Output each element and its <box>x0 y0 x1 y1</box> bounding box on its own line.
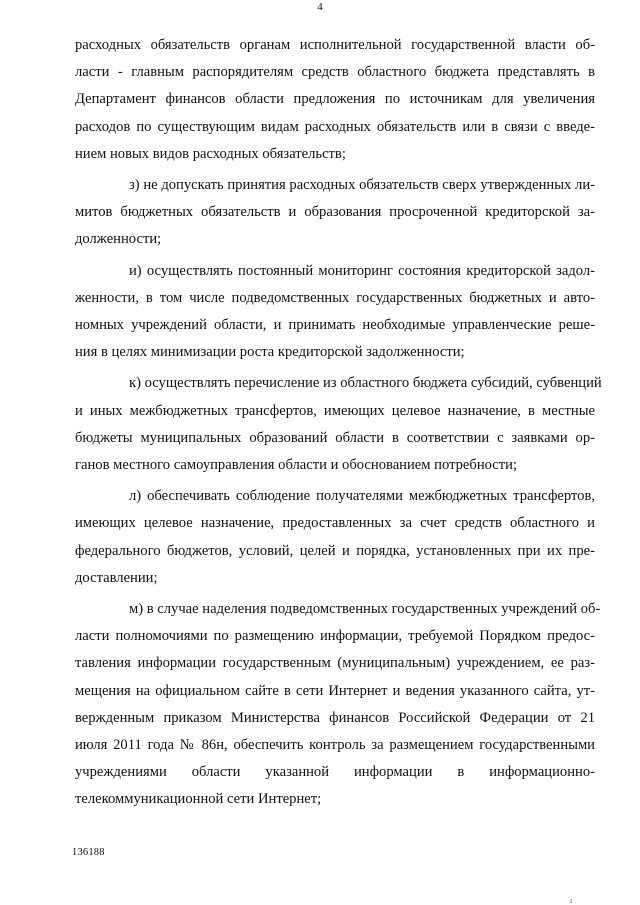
text-line: мещения на официальном сайте в сети Интернет и ведения указанного сайта, ут- <box>75 682 595 699</box>
paragraph <box>75 258 595 367</box>
text-line: ласти - главным распорядителям средств областного бюджета представлять в <box>75 64 595 81</box>
paragraph <box>75 32 595 168</box>
text-line: ласти полномочиями по размещению информации, требуемой Порядком предос- <box>75 628 595 645</box>
text-line: июля 2011 года № 86н, обеспечить контроль за размещением государственными <box>75 737 595 754</box>
text-line: женности, в том числе подведомственных государственных бюджетных и авто- <box>75 289 595 306</box>
text-line: бюджеты муниципальных образований области в соответствии с заявками ор- <box>75 429 595 446</box>
text-line: учреждениями области указанной информации в информационно- <box>75 764 595 781</box>
text-line: доставлении; <box>75 569 158 586</box>
text-line: м) в случае наделения подведомственных государственных учреждений об- <box>129 601 601 618</box>
text-line: вержденным приказом Министерства финансов Российской Федерации от 21 <box>75 709 595 726</box>
text-line: л) обеспечивать соблюдение получателями межбюджетных трансфертов, <box>129 488 595 505</box>
document-body <box>75 32 602 818</box>
text-line: расходов по существующим видам расходных обязательств или в связи с введе- <box>75 118 595 135</box>
paragraph <box>75 370 602 479</box>
text-line: Департамент финансов области предложения по источникам для увеличения <box>75 91 595 108</box>
text-line: и) осуществлять постоянный мониторинг состояния кредиторской задол- <box>129 262 595 279</box>
text-line: телекоммуникационной сети Интернет; <box>75 791 322 808</box>
document-code: 136188 <box>72 847 105 858</box>
page-number: 4 <box>317 1 323 13</box>
text-line: номных учреждений области, и принимать необходимые управленческие реше- <box>75 317 595 334</box>
paragraph <box>75 172 595 254</box>
text-line: ния в целях минимизации роста кредиторской задолженности; <box>75 344 465 361</box>
text-line: ганов местного самоуправления области и обоснованием потребности; <box>75 457 518 474</box>
paragraph <box>75 483 595 592</box>
text-line: к) осуществлять перечисление из областного бюджета субсидий, субвенций <box>129 375 602 392</box>
text-line: долженности; <box>75 231 162 248</box>
text-line: митов бюджетных обязательств и образования просроченной кредиторской за- <box>75 204 595 221</box>
text-line: и иных межбюджетных трансфертов, имеющих целевое назначение, в местные <box>75 402 595 419</box>
text-line: расходных обязательств органам исполнительной государственной власти об- <box>75 37 595 53</box>
text-line: имеющих целевое назначение, предоставленных за счет средств областного и <box>75 515 595 532</box>
paragraph <box>75 596 601 814</box>
scan-mark: ı <box>570 896 573 905</box>
text-line: федерального бюджетов, условий, целей и порядка, установленных при их пре- <box>75 542 595 559</box>
text-line: нием новых видов расходных обязательств; <box>75 145 346 162</box>
text-line: тавления информации государственным (муниципальным) учреждением, ее раз- <box>75 655 595 672</box>
text-line: з) не допускать принятия расходных обязательств сверх утвержденных ли- <box>129 177 595 194</box>
